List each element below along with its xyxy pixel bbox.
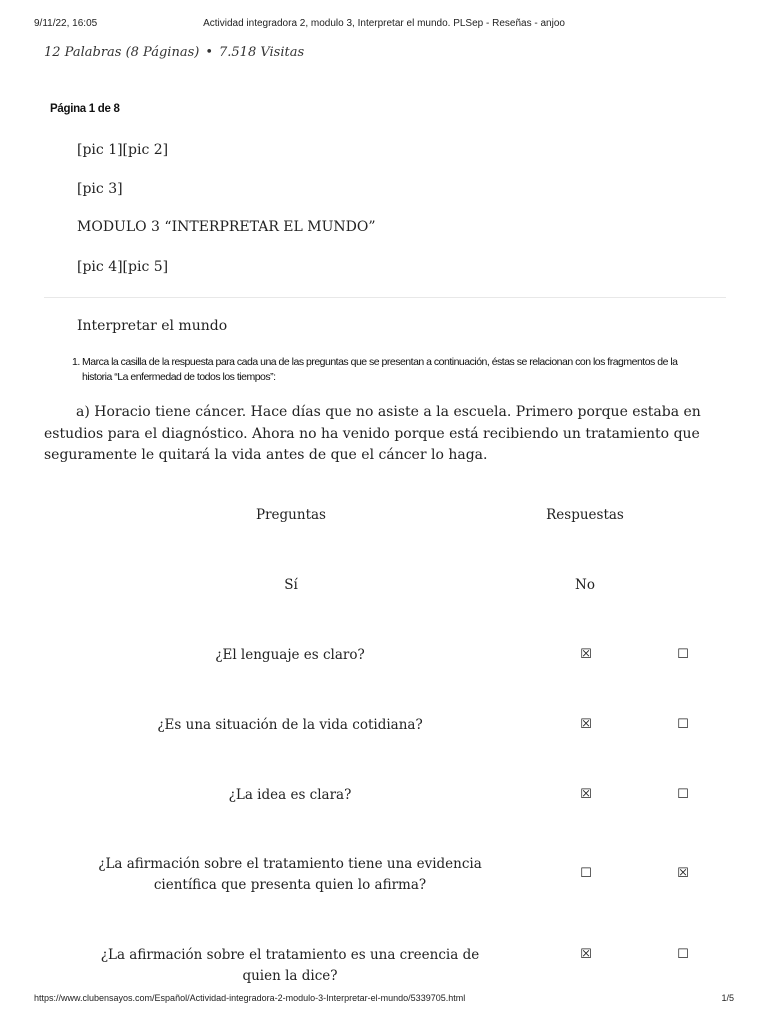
meta-separator: • (205, 45, 213, 60)
doc-line-2: [pic 3] (77, 181, 123, 197)
question: ¿El lenguaje es claro? (215, 647, 365, 663)
story-paragraph: a) Horacio tiene cáncer. Hace días que no asiste a la escuela. Primero porque estaba en estudios para el diagnóstico. Ahora no ha venido porque está recibiendo un tratamiento que seguramente le quitará la vida antes de que el cáncer lo haga. (44, 404, 701, 463)
instruction-line-1: Marca la casilla de la respuesta para cada una de las preguntas que se presentan a continuación, éstas se relacionan con los fragmentos de la (82, 356, 678, 368)
page-label: Página 1 de 8 (50, 103, 120, 115)
print-page-title: Actividad integradora 2, modulo 3, Interpretar el mundo. PLSep - Reseñas - anjoo (203, 18, 565, 29)
checkbox-icon[interactable]: ☐ (677, 647, 689, 662)
checkbox-icon[interactable]: ☒ (677, 866, 689, 881)
divider (44, 297, 726, 298)
checkbox-icon[interactable]: ☒ (580, 717, 592, 732)
section-title: Interpretar el mundo (77, 318, 228, 334)
instruction-number: 1. (72, 356, 80, 368)
checkbox-icon[interactable]: ☒ (580, 787, 592, 802)
question: ¿La idea es clara? (228, 787, 352, 803)
checkbox-icon[interactable]: ☐ (580, 866, 592, 881)
checkbox-icon[interactable]: ☐ (677, 717, 689, 732)
doc-line-1: [pic 1][pic 2] (77, 142, 169, 158)
question: ¿La afirmación sobre el tratamiento tiene una evidencia científica que presenta quien lo afirma? (98, 856, 482, 893)
print-datetime: 9/11/22, 16:05 (34, 18, 98, 29)
word-count: 12 Palabras (8 Páginas) (44, 45, 200, 60)
document-meta (44, 45, 304, 60)
checkbox-icon[interactable]: ☒ (580, 947, 592, 962)
subheader-yes: Sí (284, 577, 298, 593)
visit-count: 7.518 Visitas (219, 45, 305, 60)
header-questions: Preguntas (256, 507, 326, 523)
print-page-number: 1/5 (721, 993, 734, 1003)
header-answers: Respuestas (546, 507, 624, 523)
question: ¿Es una situación de la vida cotidiana? (157, 717, 423, 733)
instruction-line-2: historia “La enfermedad de todos los tiempos”: (82, 371, 276, 383)
checkbox-icon[interactable]: ☒ (580, 647, 592, 662)
source-url: https://www.clubensayos.com/Español/Actividad-integradora-2-modulo-3-Interpretar-el-mundo/5339705.html (34, 993, 466, 1003)
doc-line-4: [pic 4][pic 5] (77, 259, 169, 275)
subheader-no: No (575, 577, 595, 593)
checkbox-icon[interactable]: ☐ (677, 787, 689, 802)
checkbox-icon[interactable]: ☐ (677, 947, 689, 962)
doc-heading: MODULO 3 “INTERPRETAR EL MUNDO” (77, 219, 376, 235)
question: ¿La afirmación sobre el tratamiento es una creencia de quien la dice? (100, 947, 480, 984)
instruction (72, 355, 732, 385)
